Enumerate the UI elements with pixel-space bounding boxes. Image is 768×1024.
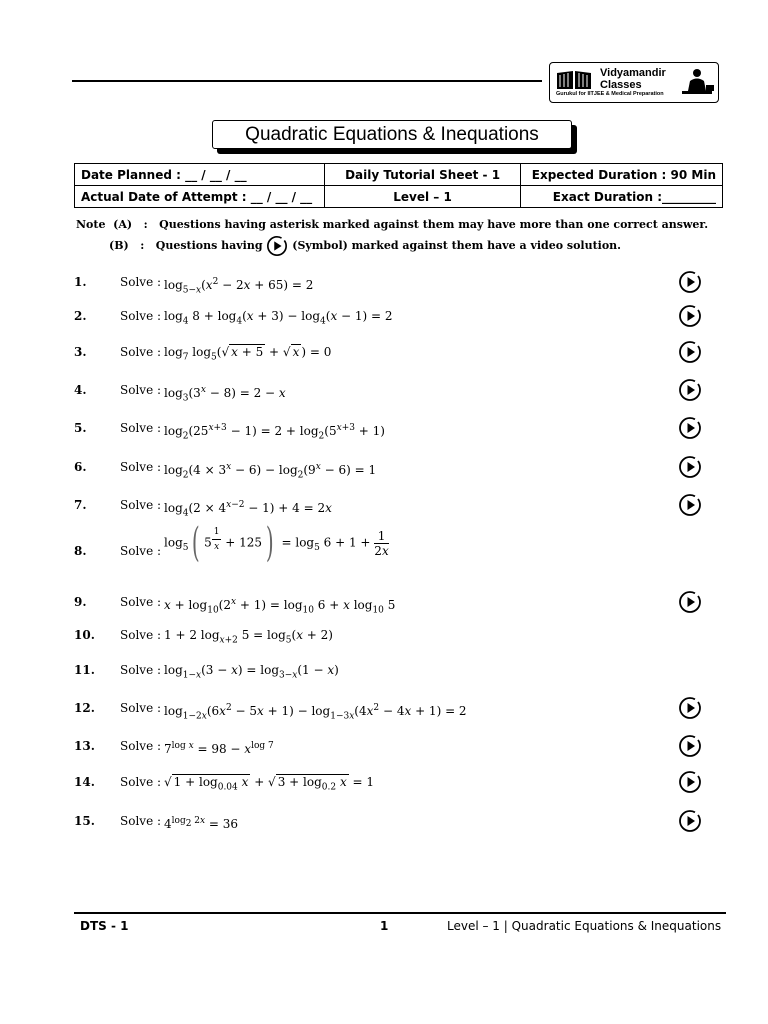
- question-label: Solve :: [120, 275, 162, 289]
- question-expression: $\log_2(4 \times 3^x - 6) - \log_2(9^x - 6) = 1$: [164, 462, 377, 481]
- question-number: 11.: [74, 663, 95, 677]
- question-number: 8.: [74, 544, 87, 558]
- question-expression: $\log_7 \log_5(√$ x + 5 + √ x ) = 0: [164, 345, 332, 363]
- question-label: Solve :: [120, 701, 162, 715]
- play-circle-icon[interactable]: [678, 734, 702, 758]
- question-5: [74, 416, 714, 440]
- page-title: Quadratic Equations & Inequations: [212, 120, 572, 149]
- question-expression: $x + \log_{10}(2^x + 1) = \log_{10} 6 + x$ $\log_{10} 5$: [164, 597, 396, 616]
- play-circle-icon[interactable]: [678, 416, 702, 440]
- question-number: 13.: [74, 739, 95, 753]
- question-label: Solve :: [120, 814, 162, 828]
- question-expression: $\log_3(3^x - 8) = 2 - x$: [164, 385, 286, 404]
- question-label: Solve :: [120, 345, 162, 359]
- question-number: 2.: [74, 309, 87, 323]
- question-number: 15.: [74, 814, 95, 828]
- question-label: Solve :: [120, 421, 162, 435]
- question-label: Solve :: [120, 383, 162, 397]
- play-circle-icon[interactable]: [678, 270, 702, 294]
- level: Level – 1: [324, 186, 521, 208]
- question-number: 5.: [74, 421, 87, 435]
- question-expression: $\log_{1-x}(3 - x) = \log_{3-x}(1 - x)$: [164, 663, 339, 681]
- question-expression: 1 + 2 $\log_{x+2} 5 = \log_5(x + 2)$: [164, 628, 333, 646]
- question-label: Solve :: [120, 663, 162, 677]
- question-number: 4.: [74, 383, 87, 397]
- play-circle-icon[interactable]: [678, 455, 702, 479]
- question-7: [74, 493, 714, 517]
- page-number: 1: [380, 919, 389, 933]
- question-8: [74, 520, 714, 566]
- question-expression: $\log_5$( 5 $^{\frac{1}{x}}$ + $125) = \log_5 6 + 1$ + $\frac{1}{2x}$: [164, 520, 389, 566]
- brand-name: Vidyamandir Classes: [600, 67, 666, 91]
- question-expression: $\log_{1-2x}(6x^2 - 5x + 1) - \log_{1-3x}(4x^2 - 4x + 1) = 2$: [164, 703, 467, 722]
- question-expression: $7^{log x} = 98 - x^{log 7}$: [164, 741, 274, 756]
- question-number: 14.: [74, 775, 95, 789]
- question-number: 6.: [74, 460, 87, 474]
- question-label: Solve :: [120, 739, 162, 753]
- question-10: [74, 623, 714, 647]
- question-label: Solve :: [120, 498, 162, 512]
- date-planned: Date Planned : __ / __ / __: [75, 164, 325, 186]
- question-number: 3.: [74, 345, 87, 359]
- brand-tagline: Gurukul for IITJEE & Medical Preparation: [556, 91, 664, 97]
- question-number: 12.: [74, 701, 95, 715]
- footer-rule: [74, 912, 726, 914]
- play-circle-icon[interactable]: [678, 696, 702, 720]
- footer-sheet-id: DTS - 1: [80, 919, 129, 933]
- play-circle-icon[interactable]: [678, 340, 702, 364]
- note-a: Note (A) : Questions having asterisk marked against them may have more than one correct answer.: [76, 218, 709, 231]
- actual-date: Actual Date of Attempt : __ / __ / __: [75, 186, 325, 208]
- play-circle-icon[interactable]: [678, 770, 702, 794]
- question-expression: $\log_4 8 + \log_4(x + 3) - \log_4(x - 1) = 2$: [164, 309, 393, 327]
- question-6: [74, 455, 714, 479]
- question-label: Solve :: [120, 595, 162, 609]
- footer-topic: Level – 1 | Quadratic Equations & Inequations: [447, 919, 722, 933]
- question-label: Solve :: [120, 628, 162, 642]
- question-label: Solve :: [120, 544, 162, 558]
- question-14: [74, 770, 714, 794]
- play-circle-icon[interactable]: [678, 809, 702, 833]
- question-2: [74, 304, 714, 328]
- question-expression: √ $1 + \log_{0.04} x$ + √ $3 + \log_{0.2} x = 1$: [164, 770, 374, 795]
- expected-duration: Expected Duration : 90 Min: [521, 164, 723, 186]
- question-4: [74, 378, 714, 402]
- play-circle-icon[interactable]: [678, 590, 702, 614]
- question-11: [74, 658, 714, 682]
- play-circle-icon[interactable]: [678, 378, 702, 402]
- question-expression: $4^{log_2 2x} = 36$: [164, 816, 239, 831]
- question-number: 10.: [74, 628, 95, 642]
- question-13: [74, 734, 714, 758]
- question-15: [74, 809, 714, 833]
- question-number: 9.: [74, 595, 87, 609]
- note-b: (B) : Questions having (Symbol) marked against them have a video solution.: [109, 235, 621, 257]
- question-3: [74, 340, 714, 364]
- question-1: [74, 270, 714, 294]
- exact-duration: Exact Duration :_________: [521, 186, 723, 208]
- question-number: 7.: [74, 498, 87, 512]
- play-circle-icon[interactable]: [678, 304, 702, 328]
- question-12: [74, 696, 714, 720]
- question-label: Solve :: [120, 460, 162, 474]
- question-number: 1.: [74, 275, 87, 289]
- question-label: Solve :: [120, 309, 162, 323]
- question-expression: $\log_2(25^{x+3} - 1) = 2 + \log_2(5^{x+3} + 1)$: [164, 423, 385, 442]
- question-expression: $\log_4(2 \times 4^{x-2} - 1) + 4 = 2x$: [164, 500, 332, 519]
- question-label: Solve :: [120, 775, 162, 789]
- sheet-name: Daily Tutorial Sheet - 1: [324, 164, 521, 186]
- question-9: [74, 590, 714, 614]
- play-circle-icon[interactable]: [678, 493, 702, 517]
- question-expression: $\log_{5-x}(x^2 - 2x + 65) = 2$: [164, 277, 314, 296]
